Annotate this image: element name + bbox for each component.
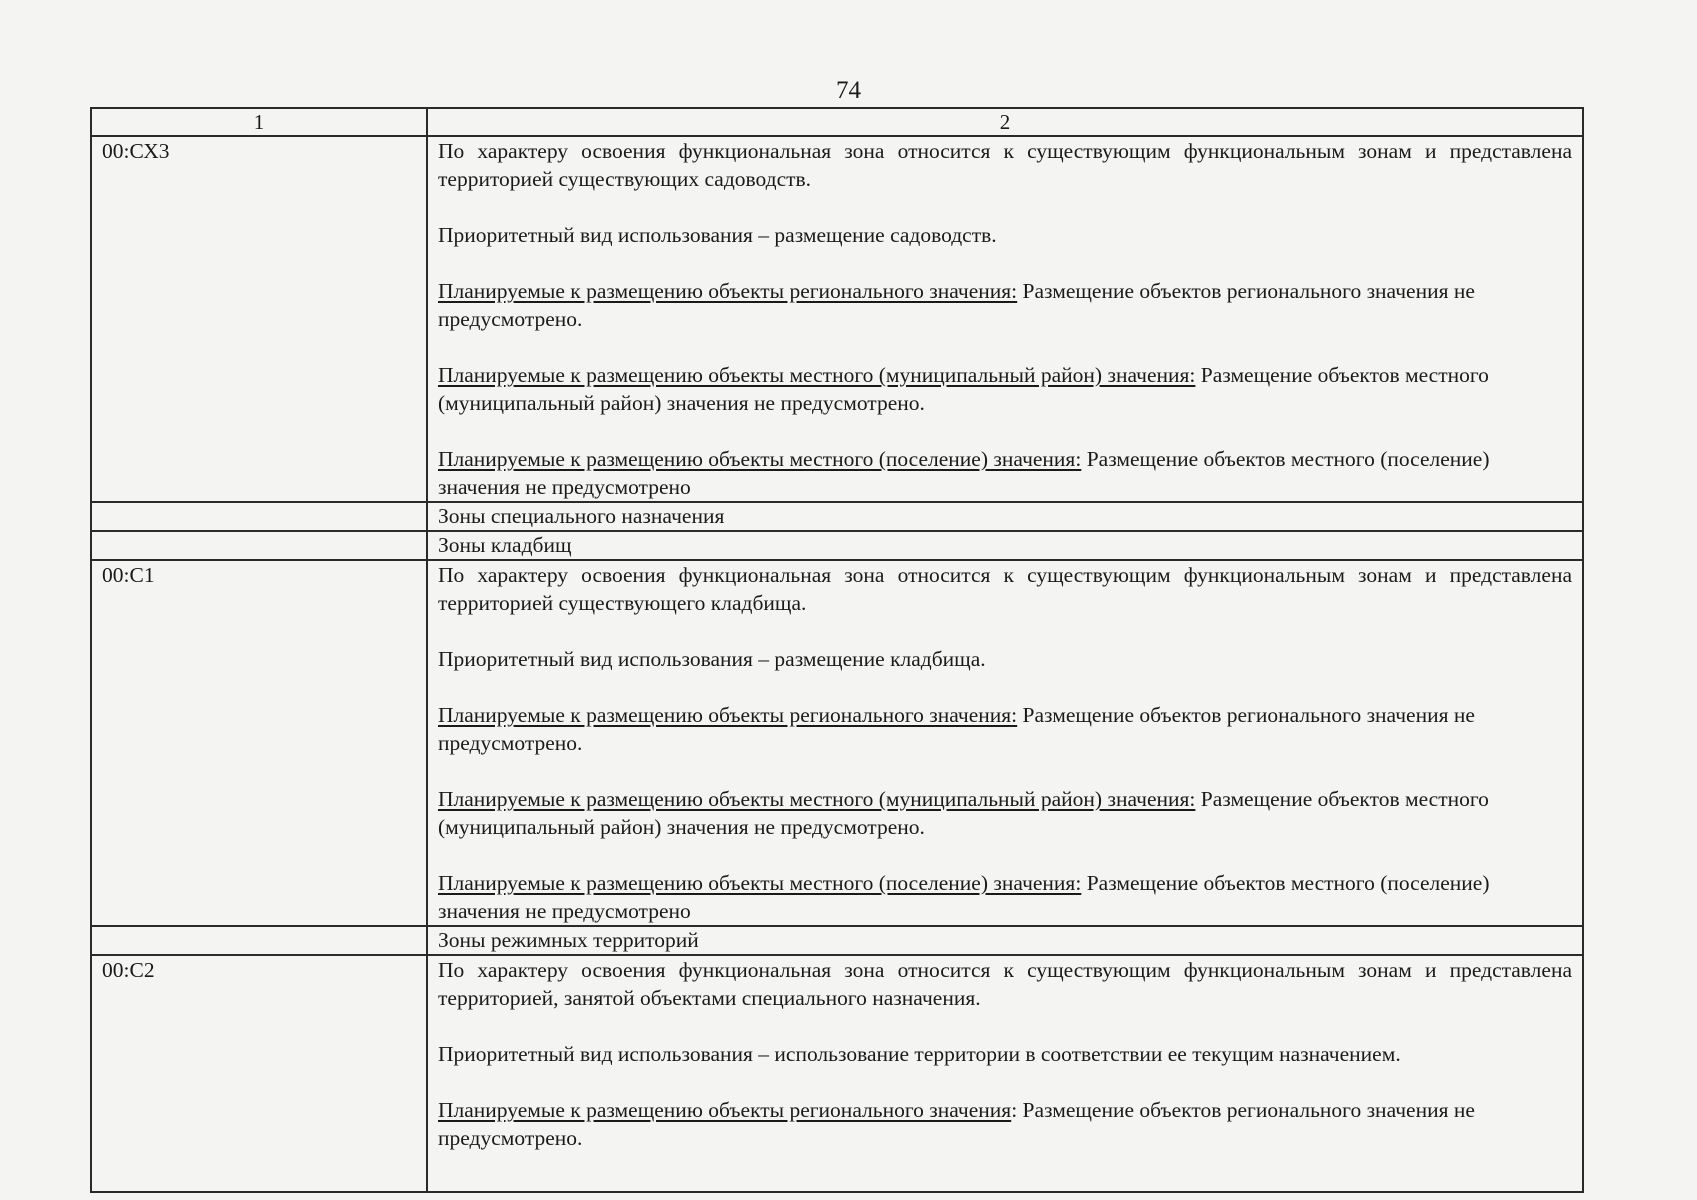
page-number: 74 [836,77,861,104]
municipal-objects-label: Планируемые к размещению объекты местного (муниципальный район) значения: [438,363,1196,387]
section-title-regime: Зоны режимных территорий [427,926,1583,955]
regional-objects-value: Размещение объектов регионального значения не предусмотрено. [438,703,1475,755]
municipal-objects-value: Размещение объектов местного (муниципальный район) значения не предусмотрено. [438,363,1489,415]
empty-code-cell [91,531,427,560]
settlement-objects-paragraph [438,445,1572,501]
regional-objects-paragraph [438,277,1572,333]
zone-character-text: По характеру освоения функциональная зона относится к существующим функциональным зонам и представлена территорией, занятой объектами специального назначения. [438,958,1572,1010]
table-row-zone-s2 [91,955,1583,1192]
column-header-1: 1 [91,108,427,136]
zone-priority-text: Приоритетный вид использования – размещение садоводств. [438,223,997,247]
zone-code: 00:С1 [91,560,427,926]
regional-objects-paragraph [438,1096,1572,1152]
zone-description [427,955,1583,1192]
regional-objects-value: : Размещение объектов регионального значения не предусмотрено. [438,1098,1475,1150]
table-row-zone-s1 [91,560,1583,926]
table-row-zone-skh3 [91,136,1583,502]
settlement-objects-paragraph [438,869,1572,925]
regional-objects-label: Планируемые к размещению объекты регионального значения: [438,279,1018,303]
settlement-objects-label: Планируемые к размещению объекты местного (поселение) значения: [438,447,1082,471]
zone-description [427,136,1583,502]
empty-code-cell [91,926,427,955]
zone-code: 00:С2 [91,955,427,1192]
table-header-row [91,108,1583,136]
empty-code-cell [91,502,427,531]
municipal-objects-value: Размещение объектов местного (муниципальный район) значения не предусмотрено. [438,787,1489,839]
section-title-cemeteries: Зоны кладбищ [427,531,1583,560]
zone-priority-text: Приоритетный вид использования – использование территории в соответствии ее текущим назначением. [438,1042,1401,1066]
settlement-objects-value: Размещение объектов местного (поселение) значения не предусмотрено [438,871,1490,923]
column-header-2: 2 [427,108,1583,136]
zone-description [427,560,1583,926]
zone-character-text: По характеру освоения функциональная зона относится к существующим функциональным зонам и представлена территорией существующего кладбища. [438,563,1572,615]
municipal-objects-paragraph [438,785,1572,841]
table-row-section [91,926,1583,955]
settlement-objects-value: Размещение объектов местного (поселение) значения не предусмотрено [438,447,1490,499]
zone-character-text: По характеру освоения функциональная зона относится к существующим функциональным зонам и представлена территорией существующих садоводств. [438,139,1572,191]
table-row-section [91,531,1583,560]
regional-objects-label: Планируемые к размещению объекты регионального значения [438,1098,1012,1122]
regional-objects-value: Размещение объектов регионального значения не предусмотрено. [438,279,1475,331]
zones-table [90,107,1584,1193]
regional-objects-label: Планируемые к размещению объекты регионального значения: [438,703,1018,727]
municipal-objects-paragraph [438,361,1572,417]
settlement-objects-label: Планируемые к размещению объекты местного (поселение) значения: [438,871,1082,895]
zone-priority-text: Приоритетный вид использования – размещение кладбища. [438,647,986,671]
municipal-objects-label: Планируемые к размещению объекты местного (муниципальный район) значения: [438,787,1196,811]
zone-code: 00:СХ3 [91,136,427,502]
section-title-special: Зоны специального назначения [427,502,1583,531]
regional-objects-paragraph [438,701,1572,757]
table-row-section [91,502,1583,531]
